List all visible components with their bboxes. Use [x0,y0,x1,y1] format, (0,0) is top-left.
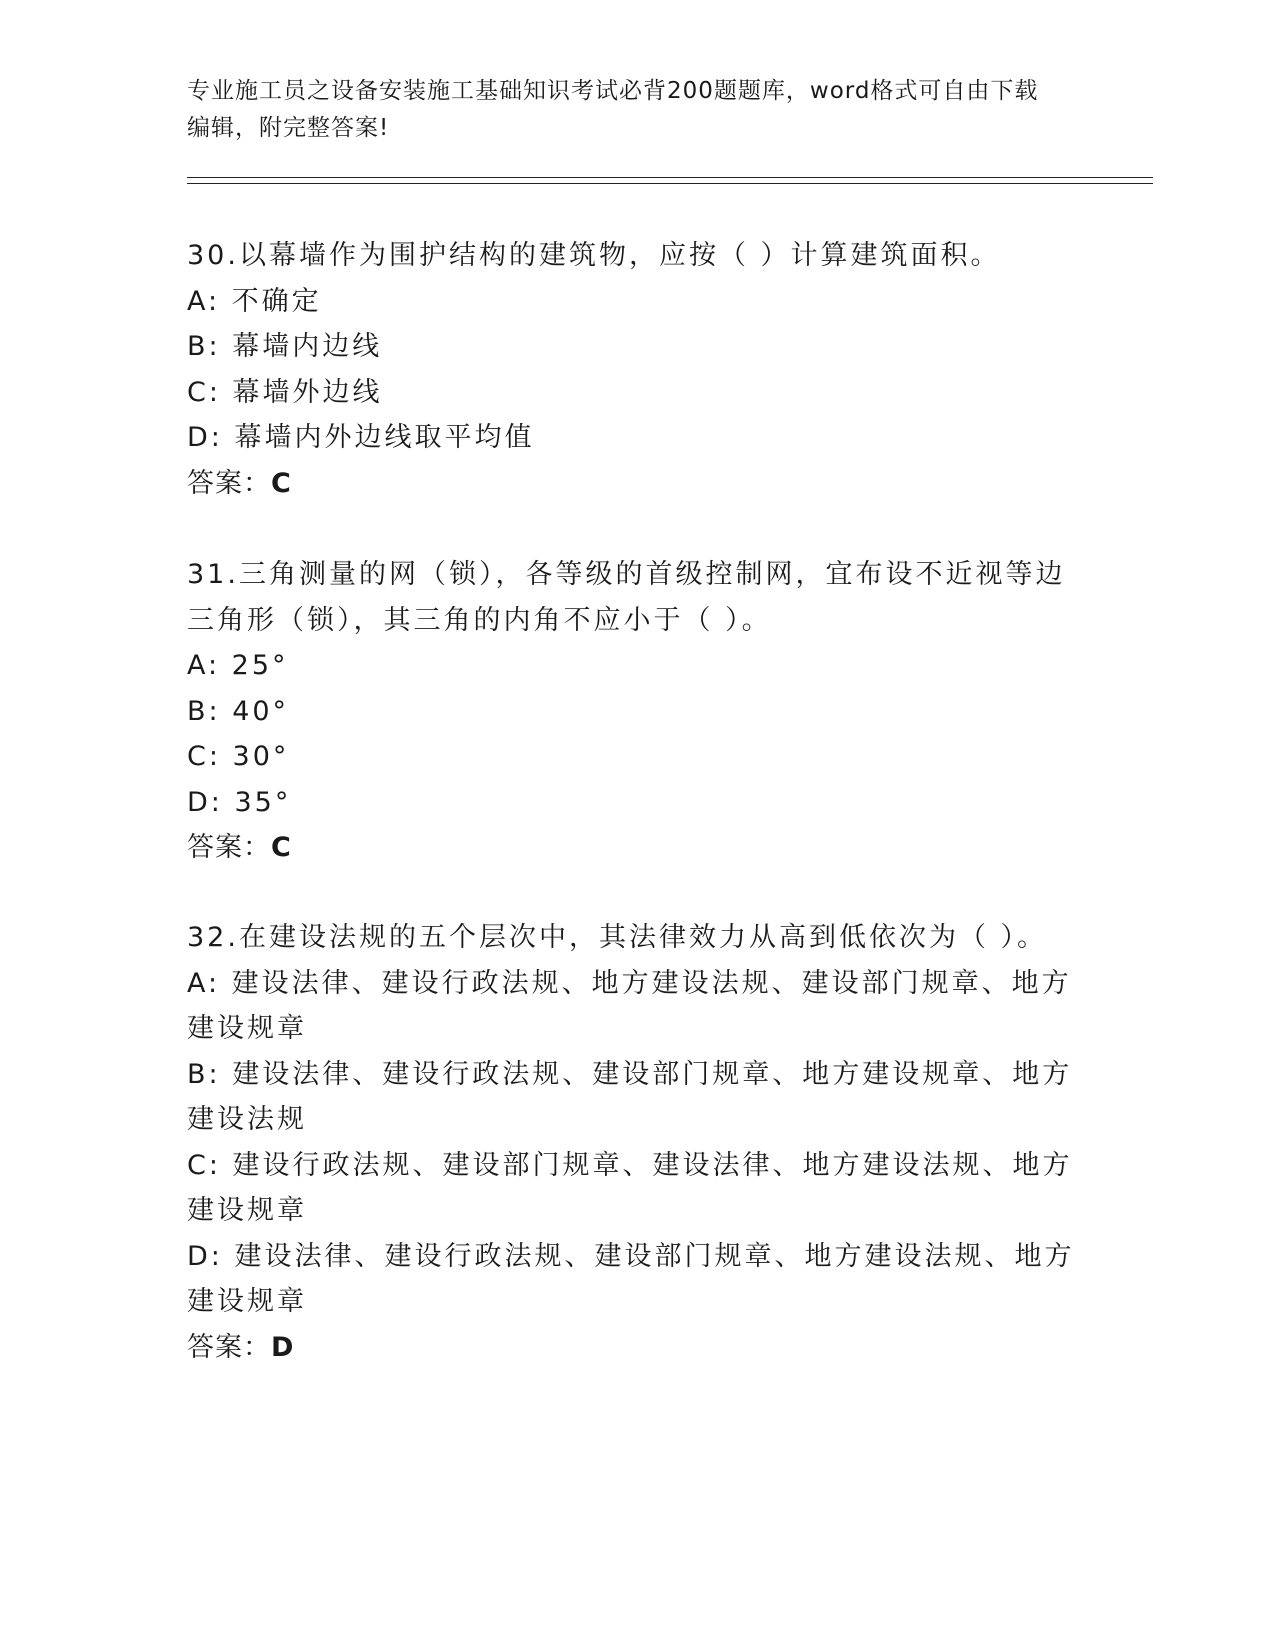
header-divider-top [187,177,1153,178]
document-header [187,73,1067,147]
option-d: D: 35° [187,786,292,818]
question-title: 30.以幕墙作为围护结构的建筑物，应按（ ）计算建筑面积。 [187,240,1001,271]
header-line-1: 专业施工员之设备安装施工基础知识考试必背200题题库，word格式可自由下载 [187,78,1039,104]
answer-label: 答案： [187,1331,271,1363]
question-title: 31.三角测量的网（锁），各等级的首级控制网，宜布设不近视等边三角形（锁），其三角的内角不应小于（ ）。 [187,559,1066,636]
answer-label: 答案： [187,467,271,499]
option-c: C: 30° [187,741,290,772]
question-31 [187,552,1077,871]
option-c: C: 建设行政法规、建设部门规章、建设法律、地方建设法规、地方建设规章 [187,1149,1073,1226]
answer-value: C [271,467,292,499]
answer-line [187,1325,1077,1371]
option-b: B: 40° [187,695,290,727]
option-c: C: 幕墙外边线 [187,376,383,408]
option-a: A: 建设法律、建设行政法规、地方建设法规、建设部门规章、地方建设规章 [187,967,1072,1044]
option-d: D: 幕墙内外边线取平均值 [187,422,535,453]
question-title: 32.在建设法规的五个层次中，其法律效力从高到低依次为（ ）。 [187,922,1048,953]
answer-value: C [271,832,292,863]
question-30 [187,233,1077,506]
answer-line [187,461,1077,507]
option-b: B: 建设法律、建设行政法规、建设部门规章、地方建设规章、地方建设法规 [187,1058,1073,1135]
option-d: D: 建设法律、建设行政法规、建设部门规章、地方建设法规、地方建设规章 [187,1240,1075,1317]
header-divider-bottom [187,183,1153,184]
option-a: A: 25° [187,650,289,681]
option-a: A: 不确定 [187,285,322,317]
answer-value: D [271,1331,295,1363]
answer-label: 答案： [187,832,271,863]
question-32 [187,915,1077,1370]
header-line-2: 编辑，附完整答案! [187,115,390,141]
option-b: B: 幕墙内边线 [187,331,383,362]
answer-line [187,825,1077,871]
